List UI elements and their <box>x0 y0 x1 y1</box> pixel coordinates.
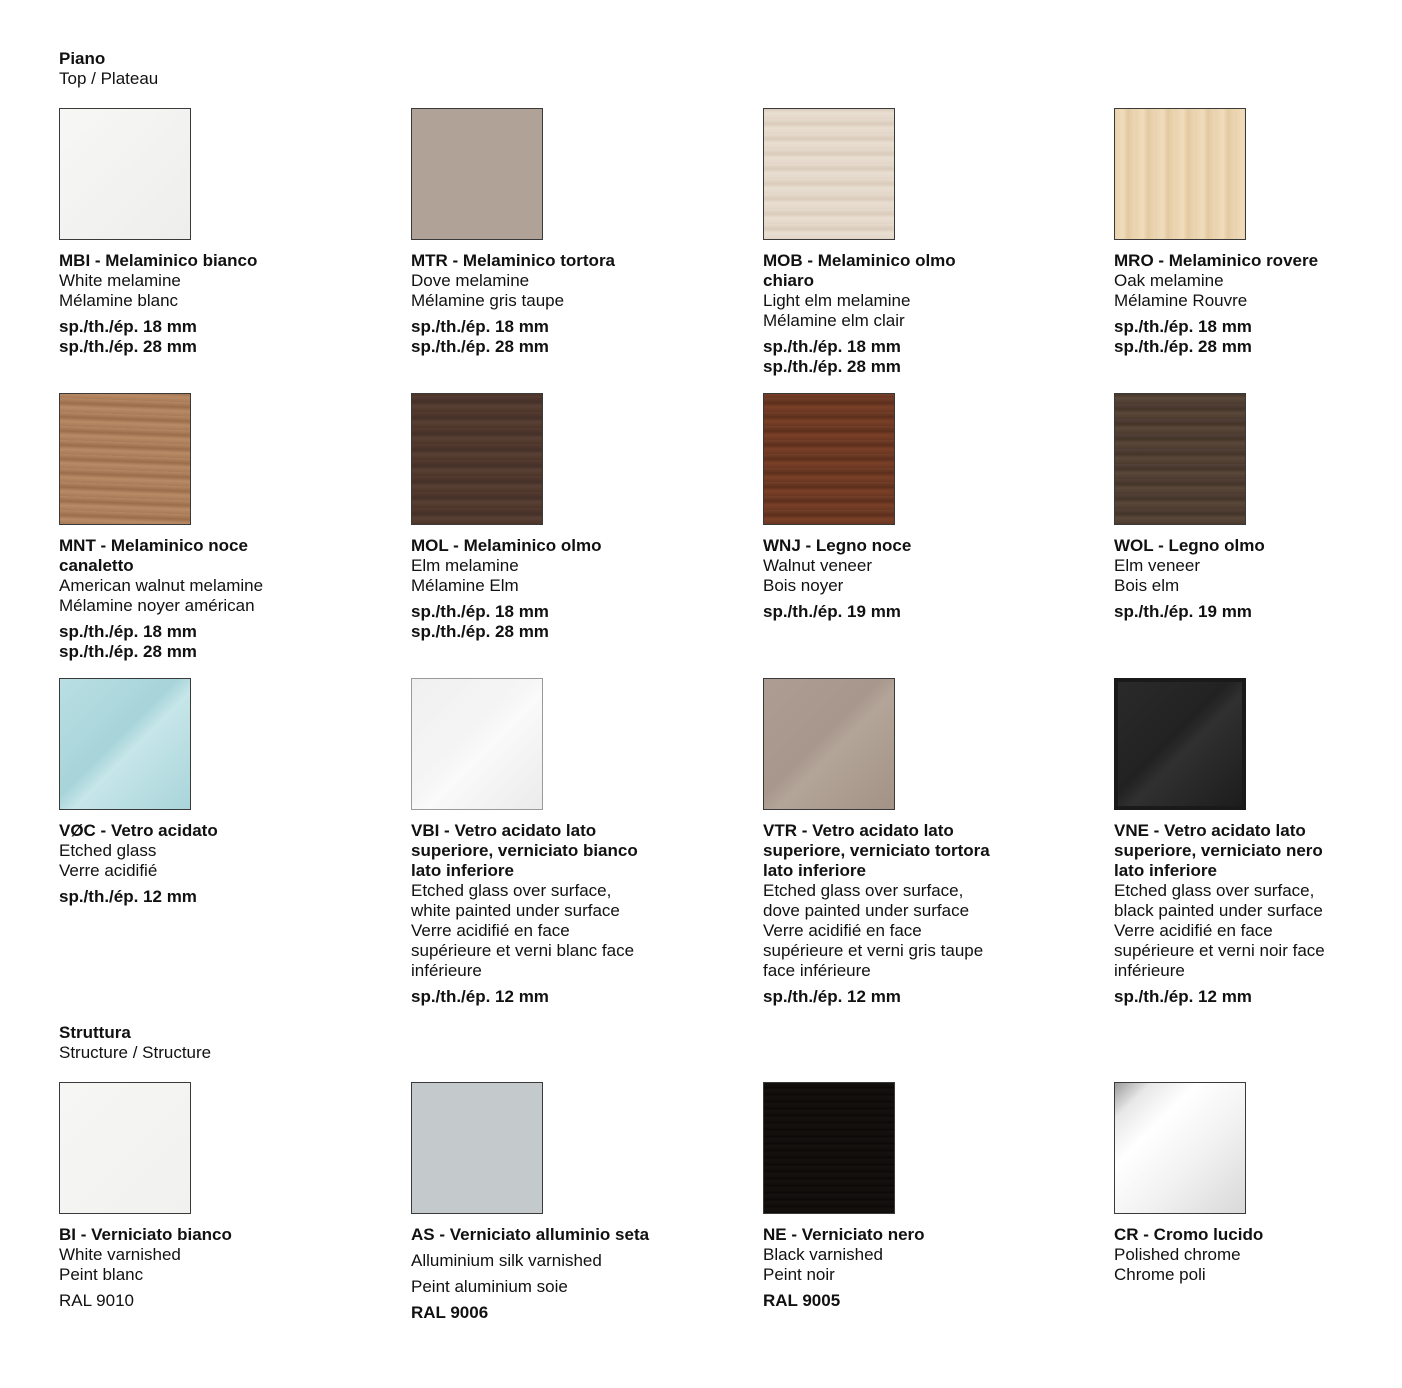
section-subtitle: Top / Plateau <box>59 69 159 88</box>
finish-code: canaletto <box>59 556 134 575</box>
finish-swatch <box>763 1082 895 1214</box>
finish-code: superiore, verniciato tortora <box>763 841 990 860</box>
finish-name-fr: supérieure et verni gris taupe <box>763 941 984 960</box>
finish-name-en: dove painted under surface <box>763 901 970 920</box>
finish-thickness: sp./th./ép. 28 mm <box>59 642 197 661</box>
finish-code: lato inferiore <box>411 861 514 880</box>
finish-name-fr: supérieure et verni noir face <box>1114 941 1325 960</box>
finish-thickness: sp./th./ép. 18 mm <box>59 622 197 641</box>
finish-code: superiore, verniciato nero <box>1114 841 1323 860</box>
section-subtitle: Structure / Structure <box>59 1043 212 1062</box>
finish-name-fr: Verre acidifié en face <box>1114 921 1273 940</box>
finish-thickness: sp./th./ép. 28 mm <box>763 357 901 376</box>
finish-thickness: sp./th./ép. 12 mm <box>1114 987 1252 1006</box>
section-structure-header <box>59 1023 211 1063</box>
finish-name-fr: Chrome poli <box>1114 1265 1206 1284</box>
finish-swatch <box>1114 108 1246 240</box>
finish-name-en: American walnut melamine <box>59 576 264 595</box>
finish-thickness: sp./th./ép. 28 mm <box>1114 337 1252 356</box>
finish-code: NE - Verniciato nero <box>763 1225 925 1244</box>
finish-thickness: sp./th./ép. 12 mm <box>411 987 549 1006</box>
finish-name-fr: Peint aluminium soie <box>411 1277 568 1296</box>
finish-code: VTR - Vetro acidato lato <box>763 821 954 840</box>
finish-code: AS - Verniciato alluminio seta <box>411 1225 650 1244</box>
finish-thickness: sp./th./ép. 18 mm <box>763 337 901 356</box>
finish-name-fr: Peint blanc <box>59 1265 144 1284</box>
finish-name-en: white painted under surface <box>411 901 620 920</box>
finish-code: MRO - Melaminico rovere <box>1114 251 1319 270</box>
finish-code: MTR - Melaminico tortora <box>411 251 616 270</box>
finish-name-en: Walnut veneer <box>763 556 872 575</box>
finish-swatch <box>59 678 191 810</box>
finish-swatch <box>763 393 895 525</box>
finish-name-en: Black varnished <box>763 1245 884 1264</box>
finish-card-vbi <box>411 678 711 1007</box>
finish-card-vtr <box>763 678 1063 1007</box>
finish-card-cr <box>1114 1082 1402 1285</box>
finish-name-fr: Peint noir <box>763 1265 835 1284</box>
finish-swatch <box>763 108 895 240</box>
finish-name-en: White varnished <box>59 1245 181 1264</box>
finish-name-fr: Mélamine Elm <box>411 576 519 595</box>
finish-name-fr: Verre acidifié <box>59 861 158 880</box>
finish-name-fr: Mélamine gris taupe <box>411 291 565 310</box>
finish-code: MOL - Melaminico olmo <box>411 536 602 555</box>
finish-thickness: sp./th./ép. 18 mm <box>411 317 549 336</box>
finish-name-fr: Bois elm <box>1114 576 1180 595</box>
finish-name-en: Polished chrome <box>1114 1245 1241 1264</box>
finish-name-fr: inférieure <box>411 961 482 980</box>
finish-name-en: White melamine <box>59 271 181 290</box>
finish-name-fr: Mélamine elm clair <box>763 311 905 330</box>
finish-card-as <box>411 1082 711 1323</box>
finish-code: VØC - Vetro acidato <box>59 821 218 840</box>
finish-name-en: Etched glass over surface, <box>763 881 964 900</box>
finish-swatch <box>59 393 191 525</box>
finish-card-vne <box>1114 678 1402 1007</box>
finish-code: WNJ - Legno noce <box>763 536 912 555</box>
finish-name-fr: Mélamine Rouvre <box>1114 291 1248 310</box>
finish-thickness: sp./th./ép. 19 mm <box>763 602 901 621</box>
finish-name-en: Etched glass <box>59 841 157 860</box>
finish-name-fr: Verre acidifié en face <box>411 921 570 940</box>
finish-name-fr: Mélamine blanc <box>59 291 179 310</box>
finish-ral-code: RAL 9010 <box>59 1291 134 1310</box>
finish-swatch <box>1114 678 1246 810</box>
finish-swatch <box>411 108 543 240</box>
finish-code: superiore, verniciato bianco <box>411 841 638 860</box>
finish-thickness: sp./th./ép. 12 mm <box>59 887 197 906</box>
finish-card-mob <box>763 108 1063 377</box>
finish-card-mbi <box>59 108 359 357</box>
finish-thickness: sp./th./ép. 28 mm <box>59 337 197 356</box>
section-top-header <box>59 49 158 89</box>
finish-thickness: sp./th./ép. 28 mm <box>411 622 549 641</box>
finish-card-wnj <box>763 393 1063 622</box>
finish-swatch <box>411 393 543 525</box>
finish-code: CR - Cromo lucido <box>1114 1225 1264 1244</box>
finish-name-en: Etched glass over surface, <box>1114 881 1315 900</box>
finish-card-ne <box>763 1082 1063 1311</box>
finish-card-voc <box>59 678 359 907</box>
finish-thickness: sp./th./ép. 18 mm <box>411 602 549 621</box>
finish-code: MNT - Melaminico noce <box>59 536 248 555</box>
finish-card-wol <box>1114 393 1402 622</box>
finish-name-fr: face inférieure <box>763 961 871 980</box>
finish-name-fr: Bois noyer <box>763 576 844 595</box>
finish-name-fr: inférieure <box>1114 961 1185 980</box>
finish-ral-code: RAL 9005 <box>763 1291 841 1310</box>
finish-thickness: sp./th./ép. 28 mm <box>411 337 549 356</box>
section-title: Struttura <box>59 1023 131 1042</box>
finish-name-en: Dove melamine <box>411 271 530 290</box>
finish-code: WOL - Legno olmo <box>1114 536 1265 555</box>
finish-thickness: sp./th./ép. 19 mm <box>1114 602 1252 621</box>
finish-name-en: Light elm melamine <box>763 291 911 310</box>
finish-swatch <box>763 678 895 810</box>
finish-name-en: Elm melamine <box>411 556 519 575</box>
finish-code: lato inferiore <box>763 861 866 880</box>
finish-ral-code: RAL 9006 <box>411 1303 489 1322</box>
finish-name-en: black painted under surface <box>1114 901 1323 920</box>
finish-thickness: sp./th./ép. 18 mm <box>1114 317 1252 336</box>
finish-name-en: Alluminium silk varnished <box>411 1251 602 1270</box>
finish-name-en: Etched glass over surface, <box>411 881 612 900</box>
finish-swatch <box>411 1082 543 1214</box>
finish-thickness: sp./th./ép. 18 mm <box>59 317 197 336</box>
finish-name-en: Oak melamine <box>1114 271 1224 290</box>
section-title: Piano <box>59 49 106 68</box>
finish-code: MOB - Melaminico olmo <box>763 251 956 270</box>
finish-name-fr: supérieure et verni blanc face <box>411 941 635 960</box>
finish-code: VBI - Vetro acidato lato <box>411 821 597 840</box>
finish-card-mnt <box>59 393 359 662</box>
finish-code: BI - Verniciato bianco <box>59 1225 232 1244</box>
finish-swatch <box>1114 1082 1246 1214</box>
finish-card-mtr <box>411 108 711 357</box>
finish-thickness: sp./th./ép. 12 mm <box>763 987 901 1006</box>
finish-name-fr: Mélamine noyer américan <box>59 596 255 615</box>
finish-swatch <box>411 678 543 810</box>
finish-code: lato inferiore <box>1114 861 1217 880</box>
finish-name-fr: Verre acidifié en face <box>763 921 922 940</box>
finish-card-mol <box>411 393 711 642</box>
finish-code: VNE - Vetro acidato lato <box>1114 821 1306 840</box>
finish-code: MBI - Melaminico bianco <box>59 251 258 270</box>
finish-swatch <box>1114 393 1246 525</box>
finish-card-bi <box>59 1082 359 1311</box>
finish-code: chiaro <box>763 271 815 290</box>
finish-swatch <box>59 108 191 240</box>
finish-card-mro <box>1114 108 1402 357</box>
finish-swatch <box>59 1082 191 1214</box>
finish-name-en: Elm veneer <box>1114 556 1200 575</box>
